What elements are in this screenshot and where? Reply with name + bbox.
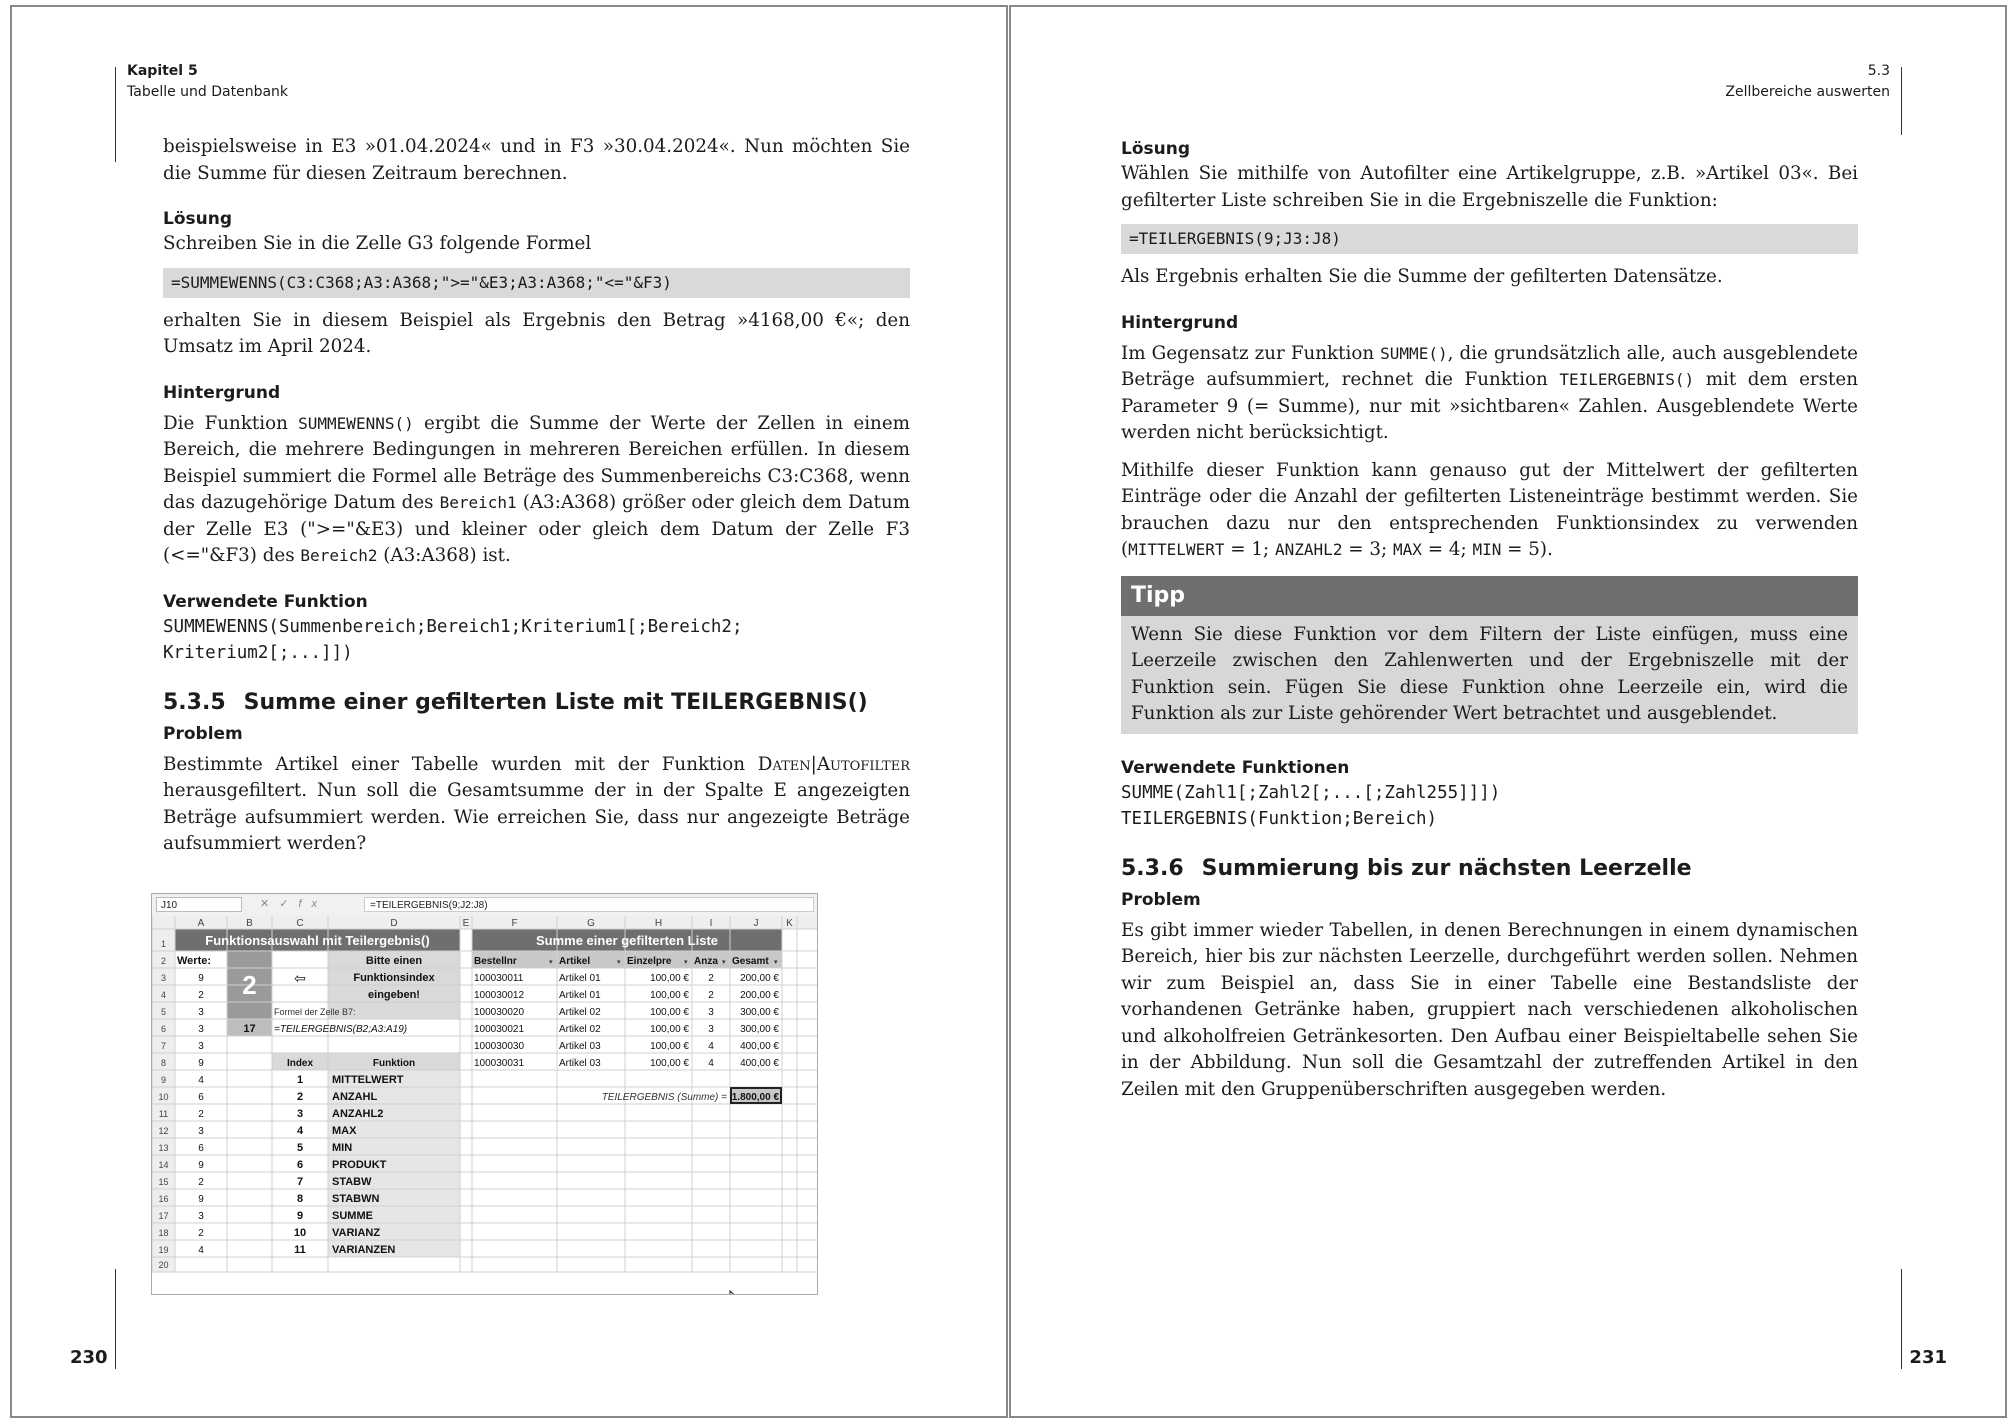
function-name: VARIANZ — [332, 1227, 381, 1239]
function-index: 11 — [294, 1244, 306, 1256]
row-header-5: 5 — [160, 1007, 167, 1017]
werte-value: 3 — [198, 1126, 204, 1137]
column-header-G: G — [587, 918, 595, 929]
prompt-line: Bitte einen — [365, 955, 423, 967]
werte-value: 3 — [198, 1007, 204, 1018]
index-header: Index — [286, 1058, 314, 1069]
werte-value: 9 — [198, 1058, 204, 1069]
header-rule — [115, 67, 116, 162]
spreadsheet-figure — [151, 893, 818, 1295]
row-header-16: 16 — [158, 1194, 169, 1204]
table-cell: Artikel 03 — [559, 1058, 601, 1069]
row-header-17: 17 — [158, 1211, 169, 1221]
function-name: MITTELWERT — [332, 1074, 404, 1086]
table-cell: Artikel 01 — [559, 973, 601, 984]
function-name: VARIANZEN — [332, 1244, 396, 1256]
row-header-14: 14 — [158, 1160, 169, 1170]
werte-value: 9 — [198, 1194, 204, 1205]
table-cell: 400,00 € — [740, 1058, 779, 1069]
hintergrund-heading: Hintergrund — [1121, 312, 1239, 333]
formula-bar-text[interactable]: =TEILERGEBNIS(9;J2:J8) — [364, 897, 814, 912]
tip-heading: Tipp — [1121, 576, 1858, 616]
table-cell: 2 — [708, 990, 714, 1001]
result-paragraph: erhalten Sie in diesem Beispiel als Ergebnis den Betrag »4168,00 €«; den Umsatz im April 2024. — [163, 309, 910, 357]
function-index: 1 — [296, 1074, 304, 1086]
table-cell: 100,00 € — [650, 973, 689, 984]
arrow-icon: ⇦ — [294, 970, 306, 986]
verwendete-funktionen-heading: Verwendete Funktionen — [1121, 757, 1350, 778]
right-column — [1121, 137, 1858, 1103]
loesung-heading: Lösung — [1121, 139, 1191, 159]
left-column — [163, 134, 910, 858]
row-header-1: 1 — [160, 939, 167, 949]
row-header-7: 7 — [160, 1041, 167, 1051]
row-header-10: 10 — [158, 1092, 169, 1102]
werte-value: 2 — [198, 1109, 204, 1120]
werte-value: 9 — [198, 973, 204, 984]
column-header-J: J — [753, 918, 759, 929]
table-cell: 3 — [708, 1007, 714, 1018]
row-header-4: 4 — [160, 990, 167, 1000]
table-cell: 100030030 — [474, 1041, 525, 1052]
tip-box — [1121, 576, 1858, 734]
column-header-E: E — [462, 918, 470, 929]
table-cell: 300,00 € — [740, 1024, 779, 1035]
werte-value: 3 — [198, 1024, 204, 1035]
verwendete-funktion-line-2: Kriterium2[;...]]) — [163, 642, 353, 663]
function-index: 10 — [293, 1227, 307, 1239]
table-cell: Artikel 02 — [559, 1007, 601, 1018]
title-right: Summe einer gefilterten Liste — [535, 933, 719, 948]
problem-heading: Problem — [163, 723, 243, 744]
result-paragraph: Als Ergebnis erhalten Sie die Summe der gefilterten Datensätze. — [1121, 266, 1723, 287]
mouse-cursor-icon — [730, 1291, 739, 1295]
formula-code-block: =SUMMEWENNS(C3:C368;A3:A368;">="&E3;A3:A368;"<="&F3) — [163, 268, 910, 298]
werte-value: 4 — [198, 1245, 204, 1256]
table-cell: 100030031 — [474, 1058, 525, 1069]
column-header-K: K — [786, 918, 793, 929]
table-header-1: Artikel — [559, 956, 591, 967]
function-index: 4 — [296, 1125, 304, 1137]
werte-value: 2 — [198, 990, 204, 1001]
column-header-A: A — [197, 918, 205, 929]
row-header-8: 8 — [160, 1058, 167, 1068]
spreadsheet-grid — [152, 916, 817, 1295]
running-header-right — [1725, 61, 1890, 103]
row-header-18: 18 — [158, 1228, 169, 1238]
werte-value: 2 — [198, 1177, 204, 1188]
table-cell: 200,00 € — [740, 990, 779, 1001]
problem-paragraph: Bestimmte Artikel einer Tabelle wurden mit der Funktion Daten|Autofilter herausgefiltert. Nun soll die Gesamtsumme der in der Spalte E angezeigten Beträge aufsummiert werden. Wie erreichen Sie, dass nur angezeigte Beträge aufsummiert werden? — [163, 753, 910, 854]
function-name: PRODUKT — [332, 1159, 387, 1171]
row-header-11: 11 — [158, 1109, 169, 1119]
tip-text: Wenn Sie diese Funktion vor dem Filtern der Liste einfügen, muss eine Leerzeile zwischen den Zahlenwerten und der Ergebniszelle mit der Funktion sein. Fügen Sie diese Funktion ohne Leerzeile ein, wird die Funktion als zur Liste gehörender Wert betrachtet und ausgeblendet. — [1131, 623, 1848, 724]
verwendete-funktion-heading: Verwendete Funktion — [163, 591, 368, 612]
function-index: 7 — [296, 1176, 304, 1188]
running-header-left — [127, 61, 288, 103]
page-number: 231 — [1909, 1347, 1947, 1368]
filter-dropdown-icon: ▾ — [617, 958, 621, 966]
function-index: 6 — [296, 1159, 304, 1171]
table-cell: 400,00 € — [740, 1041, 779, 1052]
column-header-F: F — [511, 918, 518, 929]
loesung-heading: Lösung — [163, 209, 233, 229]
verwendete-funktion-line-1: SUMMEWENNS(Summenbereich;Bereich1;Kriterium1[;Bereich2; — [163, 616, 743, 637]
function-index: 5 — [296, 1142, 304, 1154]
table-cell: 300,00 € — [740, 1007, 779, 1018]
table-cell: 100030021 — [474, 1024, 525, 1035]
row-header-2: 2 — [160, 956, 167, 966]
table-cell: Artikel 02 — [559, 1024, 601, 1035]
prompt-line: eingeben! — [368, 989, 420, 1001]
section-title-label: Zellbereiche auswerten — [1725, 84, 1890, 100]
column-header-C: C — [296, 918, 304, 929]
filter-dropdown-icon: ▾ — [684, 958, 688, 966]
formula-code-block: =TEILERGEBNIS(9;J3:J8) — [1121, 224, 1858, 254]
table-cell: Artikel 01 — [559, 990, 601, 1001]
intro-paragraph: beispielsweise in E3 »01.04.2024« und in F3 »30.04.2024«. Nun möchten Sie die Summe für diesen Zeitraum berechnen. — [163, 136, 910, 184]
table-cell: 200,00 € — [740, 973, 779, 984]
filter-dropdown-icon: ▾ — [722, 958, 726, 966]
formula-bar-icons: ✕✓fx — [260, 898, 327, 910]
filter-dropdown-icon: ▾ — [774, 958, 778, 966]
table-cell: 3 — [708, 1024, 714, 1035]
werte-value: 3 — [198, 1211, 204, 1222]
hintergrund-paragraph-2: Mithilfe dieser Funktion kann genauso gut der Mittelwert der gefilterten Einträge oder die Anzahl der gefilterten Listeneinträge bestimmt werden. Sie brauchen dazu nur den entsprechenden Funktionsindex zu verwenden (MITTELWERT = 1; ANZAHL2 = 3; MAX = 4; MIN = 5). — [1121, 459, 1858, 560]
function-name: STABW — [332, 1176, 372, 1188]
formel-text: =TEILERGEBNIS(B2;A3:A19) — [274, 1024, 408, 1035]
problem-paragraph: Es gibt immer wieder Tabellen, in denen Berechnungen in einem dynamischen Bereich, hier bis zur nächsten Leerzelle, durchgeführt werden sollen. Nehmen wir zum Beispiel an, dass Sie in einer Tabelle eine Bestandsliste der vorhandenen Getränke haben, gruppiert nach verschiedenen alkoholischen und alkoholfreien Getränkesorten. Den Aufbau einer Beispieltabelle sehen Sie in der Abbildung. Nun soll die Gesamtzahl der zutreffenden Artikel in den Zeilen mit den Gruppenüberschriften ausgegeben werden. — [1121, 919, 1858, 1100]
werte-value: 4 — [198, 1075, 204, 1086]
problem-heading: Problem — [1121, 889, 1201, 910]
function-name: ANZAHL — [332, 1091, 378, 1103]
column-header-I: I — [709, 918, 713, 929]
row-header-19: 19 — [158, 1245, 169, 1255]
table-header-2: Einzelpre — [627, 956, 672, 967]
table-cell: 100,00 € — [650, 1024, 689, 1035]
row-header-15: 15 — [158, 1177, 169, 1187]
row-header-3: 3 — [160, 973, 167, 983]
formel-result: 17 — [243, 1023, 256, 1035]
hintergrund-paragraph: Die Funktion SUMMEWENNS() ergibt die Summe der Werte der Zellen in einem Bereich, die mehrere Bedingungen in mehreren Bereichen erfüllen. In diesem Beispiel summiert die Formel alle Beträge des Summenbereichs C3:C368, wenn das dazugehörige Datum des Bereich1 (A3:A368) größer oder gleich dem Datum der Zelle E3 (">="&E3) und kleiner oder gleich dem Datum der Zelle F3 (<="&F3) des Bereich2 (A3:A368) ist. — [163, 412, 910, 566]
hintergrund-heading: Hintergrund — [163, 382, 281, 403]
werte-value: 2 — [198, 1228, 204, 1239]
chapter-title: Tabelle und Datenbank — [127, 84, 289, 100]
table-header-4: Gesamt — [732, 956, 769, 967]
section-heading-5-3-5: 5.3.5 Summe einer gefilterten Liste mit TEILERGEBNIS() — [163, 689, 868, 715]
row-header-12: 12 — [158, 1126, 169, 1136]
row-header-9: 9 — [160, 1075, 167, 1085]
table-cell: 2 — [708, 973, 714, 984]
header-rule — [1901, 67, 1902, 135]
function-index: 2 — [296, 1091, 304, 1103]
right-page — [1009, 5, 2007, 1418]
footer-rule — [1901, 1269, 1902, 1369]
table-cell: 100030012 — [474, 990, 525, 1001]
werte-value: 9 — [198, 1160, 204, 1171]
function-index: 3 — [296, 1108, 304, 1120]
function-index: 8 — [296, 1193, 304, 1205]
section-number-label: 5.3 — [1867, 63, 1890, 79]
table-cell: 100,00 € — [650, 990, 689, 1001]
function-name: SUMME — [332, 1210, 373, 1222]
hintergrund-paragraph-1: Im Gegensatz zur Funktion SUMME(), die grundsätzlich alle, auch ausgeblendete Beträge aufsummiert, rechnet die Funktion TEILERGEBNIS() mit dem ersten Parameter 9 (= Summe), nur mit »sichtbaren« Zahlen. Ausgeblendete Werte werden nicht berücksichtigt. — [1121, 342, 1858, 443]
table-cell: 100,00 € — [650, 1041, 689, 1052]
table-cell: 100030011 — [474, 973, 524, 984]
verwendete-funktionen-line-2: TEILERGEBNIS(Funktion;Bereich) — [1121, 808, 1438, 829]
verwendete-funktionen-line-1: SUMME(Zahl1[;Zahl2[;...[;Zahl255]]]) — [1121, 782, 1501, 803]
page-number: 230 — [70, 1347, 108, 1368]
column-header-H: H — [654, 918, 663, 929]
function-name: MAX — [332, 1125, 357, 1137]
table-header-3: Anza — [694, 956, 718, 967]
werte-label: Werte: — [177, 955, 212, 967]
table-cell: Artikel 03 — [559, 1041, 601, 1052]
werte-value: 6 — [198, 1092, 204, 1103]
function-name: STABWN — [332, 1193, 380, 1205]
row-header-20: 20 — [158, 1260, 169, 1270]
werte-value: 3 — [198, 1041, 204, 1052]
column-header-D: D — [390, 918, 398, 929]
formel-label: Formel der Zelle B7: — [274, 1007, 356, 1017]
function-index: 9 — [296, 1210, 304, 1222]
name-box[interactable]: J10 — [156, 897, 242, 912]
loesung-text: Schreiben Sie in die Zelle G3 folgende Formel — [163, 233, 592, 254]
prompt-line: Funktionsindex — [353, 972, 435, 984]
table-cell: 100,00 € — [650, 1007, 689, 1018]
filter-dropdown-icon: ▾ — [549, 958, 553, 966]
selected-index-value: 2 — [242, 970, 257, 1000]
table-cell: 4 — [708, 1058, 714, 1069]
table-cell: 100030020 — [474, 1007, 525, 1018]
section-heading-5-3-6: 5.3.6 Summierung bis zur nächsten Leerzelle — [1121, 855, 1692, 881]
loesung-text: Wählen Sie mithilfe von Autofilter eine Artikelgruppe, z.B. »Artikel 03«. Bei gefilterter Liste schreiben Sie in die Ergebniszelle die Funktion: — [1121, 163, 1858, 211]
werte-value: 6 — [198, 1143, 204, 1154]
table-header-0: Bestellnr — [474, 956, 517, 967]
title-left: Funktionsauswahl mit Teilergebnis() — [205, 933, 430, 948]
chapter-label: Kapitel 5 — [127, 63, 198, 79]
table-cell: 4 — [708, 1041, 714, 1052]
footer-rule — [115, 1269, 116, 1369]
row-header-6: 6 — [160, 1024, 167, 1034]
teilergebnis-value: 1.800,00 € — [731, 1092, 779, 1103]
formula-bar — [152, 894, 817, 917]
funktion-header: Funktion — [372, 1058, 416, 1069]
column-header-B: B — [246, 918, 253, 929]
function-name: MIN — [332, 1142, 353, 1154]
function-name: ANZAHL2 — [332, 1108, 384, 1120]
teilergebnis-label: TEILERGEBNIS (Summe) = — [601, 1092, 727, 1103]
table-cell: 100,00 € — [650, 1058, 689, 1069]
row-header-13: 13 — [158, 1143, 169, 1153]
